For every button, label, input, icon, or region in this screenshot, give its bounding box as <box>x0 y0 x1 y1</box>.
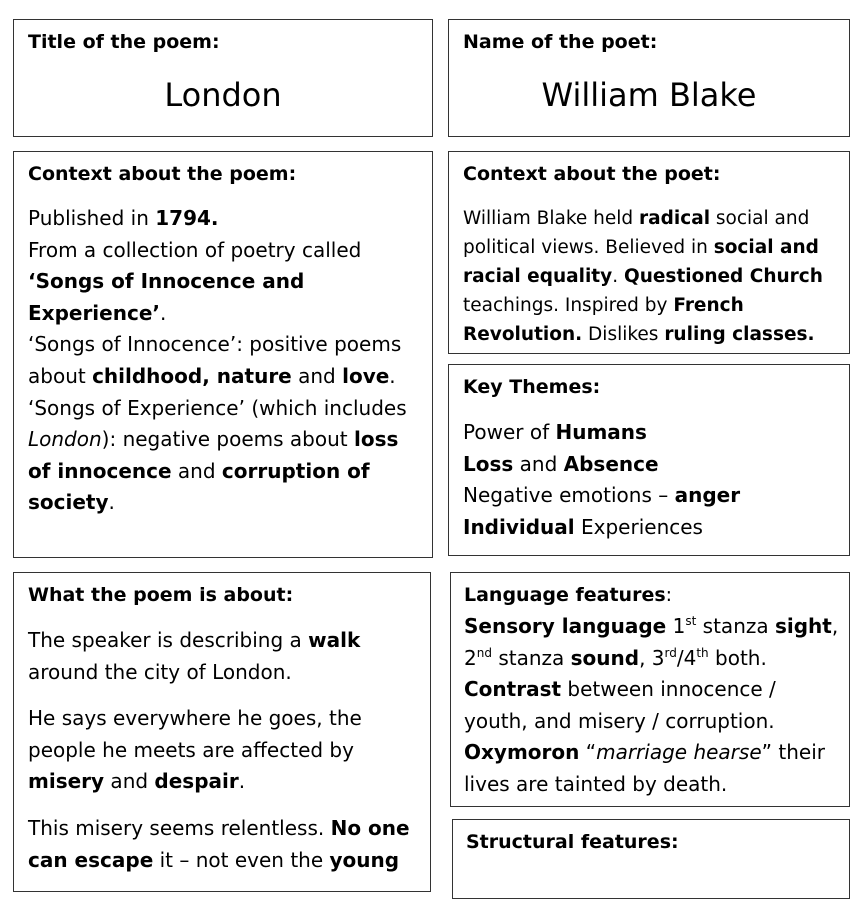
about-text <box>28 625 420 876</box>
poem-context-text <box>28 203 420 519</box>
poet-heading: Name of the poet: <box>463 31 658 53</box>
about-paragraph: The speaker is describing a walk around the city of London. <box>28 628 361 684</box>
language-text: Sensory language 1st stanza sight, 2nd stanza sound, 3rd/4th both. Contrast between innocence / youth, and misery / corruption. Oxymoron “marriage hearse” their lives are tainted by death. <box>464 614 839 796</box>
published-line: Published in 1794. <box>28 206 219 230</box>
poet-context-text: William Blake held radical social and political views. Believed in social and racial equality. Questioned Church teachings. Inspired by French Revolution. Dislikes ruling classes. <box>463 208 823 345</box>
language-box <box>450 572 850 807</box>
structural-heading: Structural features: <box>466 831 679 853</box>
poet-name: William Blake <box>541 76 757 114</box>
innocence-line: ‘Songs of Innocence’: positive poems about childhood, nature and love. <box>28 332 402 388</box>
about-paragraph: This misery seems relentless. No one can escape it – not even the young <box>28 815 410 872</box>
poet-context-heading: Context about the poet: <box>463 163 721 185</box>
poet-context-box <box>448 151 850 354</box>
collection-line: From a collection of poetry called ‘Songs of Innocence and Experience’. <box>28 237 362 325</box>
title-heading: Title of the poem: <box>28 31 220 53</box>
language-heading: Language features: <box>464 584 673 606</box>
theme-item: Loss and Absence <box>463 451 659 476</box>
poem-context-box <box>13 151 433 558</box>
key-themes-heading: Key Themes: <box>463 376 601 398</box>
about-box <box>13 572 431 892</box>
key-themes-list <box>463 417 837 543</box>
structural-box <box>452 819 850 899</box>
theme-item: Individual Experiences <box>463 514 703 539</box>
title-box <box>13 19 433 137</box>
key-themes-box <box>448 364 850 556</box>
theme-item: Power of Humans <box>463 420 647 444</box>
experience-line: ‘Songs of Experience’ (which includes London): negative poems about loss of innocence and corruption of society. <box>28 395 407 515</box>
theme-item: Negative emotions – anger <box>463 483 741 508</box>
poem-context-heading: Context about the poem: <box>28 163 297 185</box>
about-paragraph: He says everywhere he goes, the people he meets are affected by misery and despair. <box>28 706 362 794</box>
poet-box <box>448 19 850 137</box>
about-heading: What the poem is about: <box>28 584 294 606</box>
poem-title: London <box>164 76 282 114</box>
